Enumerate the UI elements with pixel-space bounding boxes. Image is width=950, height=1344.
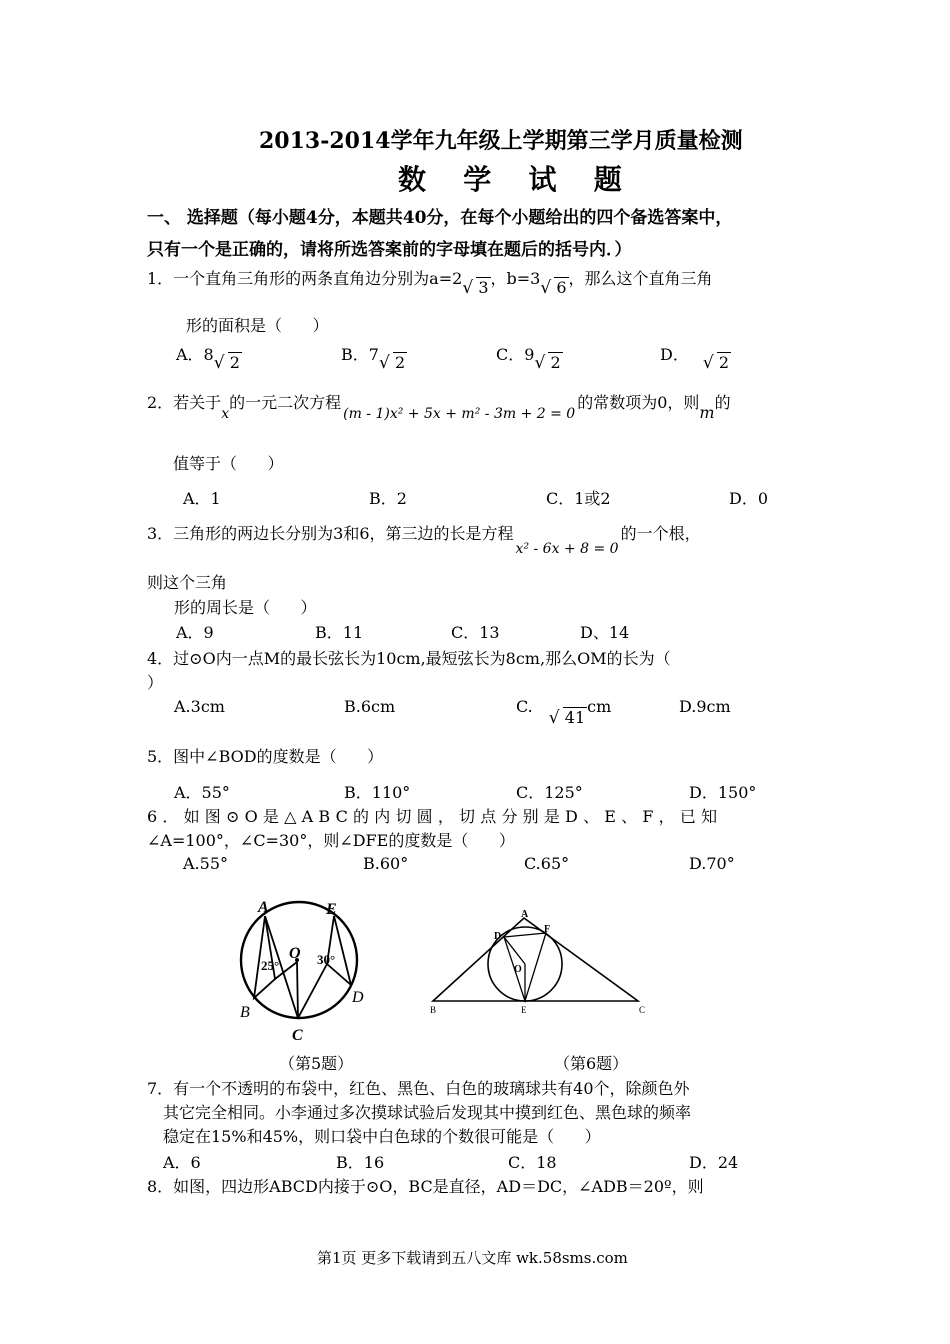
question-4-line2: ） bbox=[147, 673, 164, 692]
q1-option-c bbox=[496, 342, 563, 372]
q2-var-m: m bbox=[699, 403, 715, 422]
sqrt-symbol bbox=[462, 278, 490, 297]
fig6-label-f: F bbox=[544, 924, 551, 935]
q1-option-d-label: D． bbox=[660, 345, 689, 364]
sqrt-symbol bbox=[534, 353, 562, 372]
fig6-label-c: C bbox=[639, 1005, 646, 1015]
q1-option-a-label: A．8 bbox=[176, 345, 214, 364]
q2-text-c: 的常数项为0，则 bbox=[577, 393, 700, 412]
fig5-line-c-mid bbox=[298, 964, 327, 1018]
q1-option-b bbox=[341, 342, 407, 372]
q4-option-c-radicand: 41 bbox=[564, 708, 586, 727]
fig6-line-d-o bbox=[504, 937, 525, 964]
fig6-triangle-abc bbox=[433, 918, 638, 1001]
question-7-line3: 稳定在15%和45%，则口袋中白色球的个数很可能是（ ） bbox=[163, 1127, 601, 1146]
fig5-line-o-c bbox=[297, 962, 298, 1018]
q4-option-d: D.9cm bbox=[679, 697, 731, 716]
q2-var-x: x bbox=[221, 406, 230, 422]
sqrt-symbol bbox=[549, 708, 587, 727]
q2-option-b: B．2 bbox=[369, 489, 407, 508]
question-3-line2: 则这个三角 bbox=[147, 573, 228, 592]
question-7-line1: 7．有一个不透明的布袋中，红色、黑色、白色的玻璃球共有40个，除颜色外 bbox=[147, 1079, 690, 1098]
q2-option-d: D．0 bbox=[729, 489, 769, 508]
sqrt-symbol bbox=[703, 353, 731, 372]
q5-option-a: A．55° bbox=[174, 783, 230, 802]
fig6-label-o: O bbox=[514, 964, 522, 975]
question-8-line1: 8．如图，四边形ABCD内接于⊙O，BC是直径，AD＝DC，∠ADB＝20º，则 bbox=[147, 1177, 704, 1196]
q2-option-a: A．1 bbox=[183, 489, 221, 508]
q3-option-b: B．11 bbox=[315, 623, 364, 642]
question-7-line2: 其它完全相同。小李通过多次摸球试验后发现其中摸到红色、黑色球的频率 bbox=[163, 1103, 692, 1122]
figure-5-caption: （第5题） bbox=[279, 1054, 354, 1073]
q7-option-d: D．24 bbox=[689, 1153, 739, 1172]
fig5-label-b: B bbox=[240, 1004, 250, 1021]
section-heading-line1: 一、 选择题（每小题4分，本题共40分，在每个小题给出的四个备选答案中， bbox=[147, 208, 733, 228]
q1-text-b: ，b=3 bbox=[490, 269, 541, 288]
question-4-line1: 4．过⊙O内一点M的最长弦长为10cm,最短弦长为8cm,那么OM的长为（ bbox=[147, 649, 671, 668]
q4-option-c-label: C. bbox=[516, 697, 533, 716]
q2-equation: (m - 1)x² + 5x + m² - 3m + 2 = 0 bbox=[343, 406, 576, 422]
q5-option-b: B．110° bbox=[344, 783, 411, 802]
q5-option-c: C．125° bbox=[516, 783, 583, 802]
q1-text-a: 1．一个直角三角形的两条直角边分别为a=2 bbox=[147, 269, 463, 288]
question-5-line1: 5．图中∠BOD的度数是（ ） bbox=[147, 747, 384, 766]
section-heading-line2: 只有一个是正确的，请将所选答案前的字母填在题后的括号内．） bbox=[147, 240, 632, 260]
q1-option-a bbox=[176, 342, 242, 372]
fig5-label-e: E bbox=[326, 901, 337, 918]
q4-option-c bbox=[516, 697, 612, 727]
sqrt-symbol bbox=[379, 353, 407, 372]
q6-option-a: A.55° bbox=[183, 854, 228, 873]
q2-text-a: 2．若关于 bbox=[147, 393, 222, 412]
q6-option-c: C.65° bbox=[524, 854, 570, 873]
q1-radicand-b: 6 bbox=[556, 278, 567, 297]
figure-6-caption: （第6题） bbox=[554, 1054, 629, 1073]
q2-text-b: 的一元二次方程 bbox=[229, 393, 342, 412]
exam-title: 2013-2014学年九年级上学期第三学月质量检测 bbox=[259, 128, 743, 154]
q7-option-a: A．6 bbox=[163, 1153, 201, 1172]
q1-option-d bbox=[660, 342, 731, 372]
fig6-label-e: E bbox=[521, 1005, 527, 1015]
q7-option-b: B．16 bbox=[336, 1153, 385, 1172]
fig5-label-o: O bbox=[289, 945, 301, 962]
q7-option-c: C．18 bbox=[508, 1153, 557, 1172]
q3-option-c: C．13 bbox=[451, 623, 500, 642]
q2-option-c: C．1或2 bbox=[546, 489, 611, 508]
sqrt-symbol bbox=[540, 278, 568, 297]
question-2-line2: 值等于（ ） bbox=[173, 454, 284, 473]
q1-radicand-a: 3 bbox=[478, 278, 489, 297]
fig5-angle-30: 30° bbox=[317, 952, 336, 967]
question-1-line1 bbox=[147, 266, 713, 297]
q6-option-b: B.60° bbox=[363, 854, 409, 873]
q4-option-b: B.6cm bbox=[344, 697, 396, 716]
q1-option-c-label: C．9 bbox=[496, 345, 535, 364]
fig6-label-b: B bbox=[430, 1005, 437, 1015]
fig5-label-c: C bbox=[292, 1027, 303, 1044]
q3-text-b: 的一个根， bbox=[620, 524, 701, 543]
question-1-line2: 形的面积是（ ） bbox=[186, 316, 329, 335]
q1-option-b-radicand: 2 bbox=[394, 353, 406, 372]
q3-option-d: D、14 bbox=[580, 623, 630, 642]
question-6-line1: 6．如图⊙O是△ABC的内切圆，切点分别是D、E、F，已知 bbox=[147, 807, 723, 826]
figure-5-diagram bbox=[232, 894, 382, 1044]
fig5-line-e-d bbox=[334, 916, 351, 985]
q5-option-d: D．150° bbox=[689, 783, 757, 802]
fig5-label-a: A bbox=[258, 899, 269, 916]
question-2-line1 bbox=[147, 390, 731, 422]
fig5-triangle-left bbox=[254, 916, 275, 998]
q4-option-a: A.3cm bbox=[174, 697, 225, 716]
q3-text-a: 3．三角形的两边长分别为3和6，第三边的长是方程 bbox=[147, 524, 514, 543]
figure-6-diagram bbox=[425, 905, 655, 1015]
fig6-label-d: D bbox=[494, 931, 502, 942]
question-6-line2: ∠A=100°，∠C=30°，则∠DFE的度数是（ ） bbox=[147, 831, 515, 850]
q1-text-c: ，那么这个直角三角 bbox=[568, 269, 713, 288]
q3-option-a: A．9 bbox=[176, 623, 214, 642]
question-3-line3: 形的周长是（ ） bbox=[174, 598, 317, 617]
q1-option-c-radicand: 2 bbox=[550, 353, 561, 372]
fig5-label-d: D bbox=[352, 989, 364, 1006]
q6-option-d: D.70° bbox=[689, 854, 735, 873]
q4-option-c-unit: cm bbox=[587, 697, 612, 716]
q1-option-a-radicand: 2 bbox=[229, 353, 240, 372]
q1-option-b-label: B．7 bbox=[341, 345, 379, 364]
fig5-angle-25: 25° bbox=[261, 958, 280, 973]
fig6-label-a: A bbox=[521, 909, 529, 920]
sqrt-symbol bbox=[214, 353, 242, 372]
page-footer: 第1页 更多下载请到五八文库 wk.58sms.com bbox=[317, 1249, 628, 1267]
q1-option-d-radicand: 2 bbox=[718, 353, 730, 372]
subject-title: 数 学 试 题 bbox=[398, 163, 624, 196]
question-3-line1 bbox=[147, 521, 701, 557]
q3-equation: x² - 6x + 8 = 0 bbox=[515, 541, 619, 557]
q2-text-d: 的 bbox=[714, 393, 731, 412]
